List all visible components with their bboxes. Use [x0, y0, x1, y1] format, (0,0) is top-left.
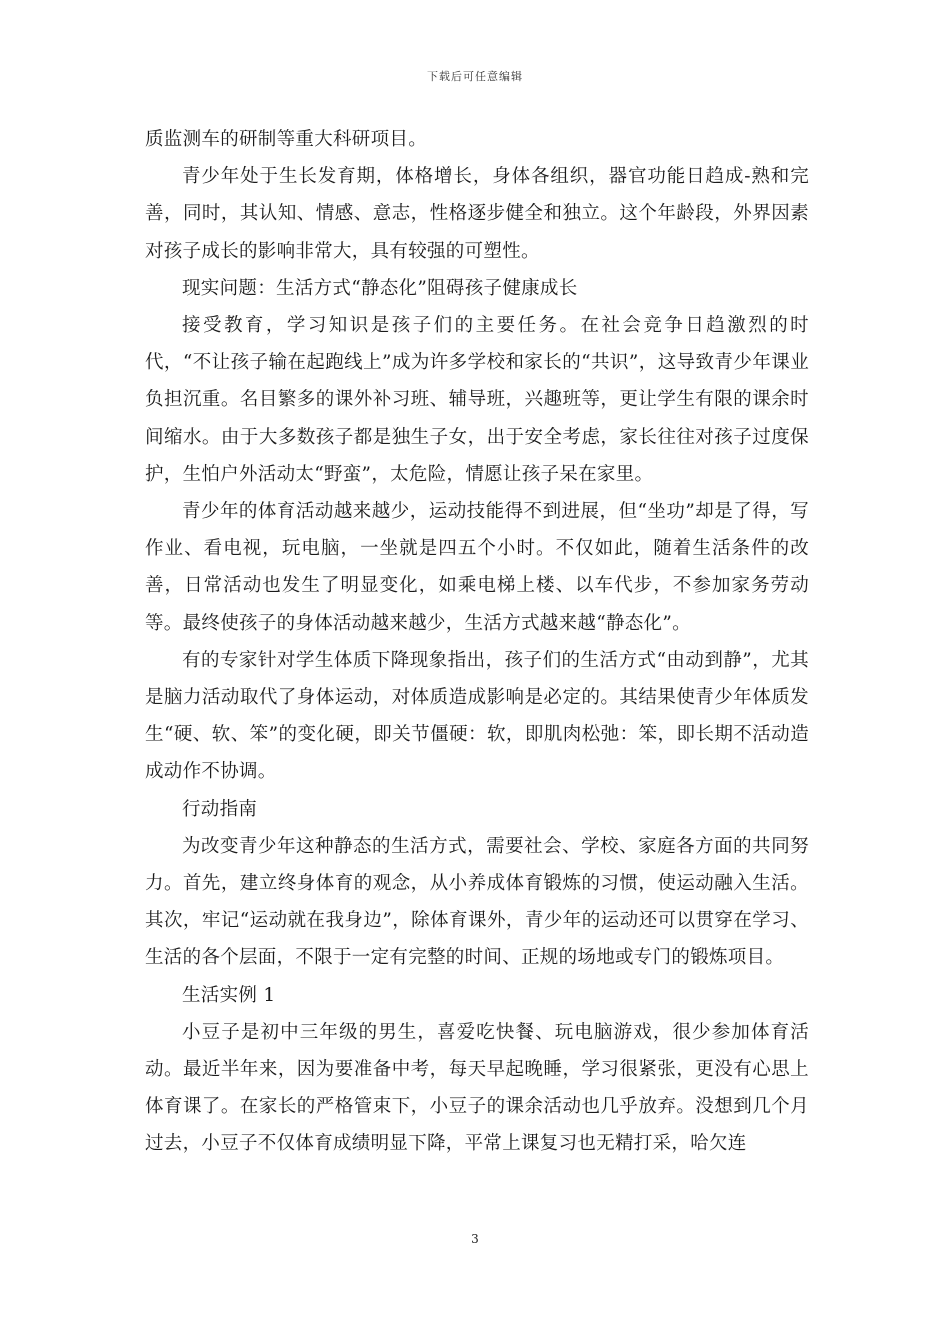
paragraph-sedentary-activity: 青少年的体育活动越来越少，运动技能得不到进展，但“坐功”却是了得，写作业、看电视，玩电脑，一坐就是四五个小时。不仅如此，随着生活条件的改善，日常活动也发生了明显变化，如乘电梯上楼、以车代步，不参加家务劳动等。最终使孩子的身体活动越来越少，生活方式越来越“静态化”。: [145, 501, 809, 634]
paragraph-expert-view: 有的专家针对学生体质下降现象指出，孩子们的生活方式“由动到静”，尤其是脑力活动取代了身体运动，对体质造成影响是必定的。其结果使青少年体质发生“硬、软、笨”的变化硬，即关节僵硬：软，即肌肉松弛：笨，即长期不活动造成动作不协调。: [145, 649, 809, 783]
paragraph-continuation: 质监测车的研制等重大科研项目。: [145, 129, 428, 150]
section-heading-action-guide: 行动指南: [182, 798, 258, 820]
page-header: 下载后可任意编辑: [427, 70, 523, 83]
document-body: [145, 121, 809, 1163]
paragraph-action-guide: 为改变青少年这种静态的生活方式，需要社会、学校、家庭各方面的共同努力。首先，建立终身体育的观念，从小养成体育锻炼的习惯，使运动融入生活。其次，牢记“运动就在我身边”，除体育课外，青少年的运动还可以贯穿在学习、生活的各个层面，不限于一定有完整的时间、正规的场地或专门的锻炼项目。: [145, 835, 809, 969]
page-number: 3: [471, 1232, 479, 1246]
paragraph-adolescent-growth: 青少年处于生长发育期，体格增长，身体各组织，器官功能日趋成-熟和完善，同时，其认知、情感、意志，性格逐步健全和独立。这个年龄段，外界因素对孩子成长的影响非常大，具有较强的可塑性。: [145, 166, 809, 262]
paragraph-life-example: 小豆子是初中三年级的男生，喜爱吃快餐、玩电脑游戏，很少参加体育活动。最近半年来，因为要准备中考，每天早起晚睡，学习很紧张，更没有心思上体育课了。在家长的严格管束下，小豆子的课余活动也几乎放弃。没想到几个月过去，小豆子不仅体育成绩明显下降，平常上课复习也无精打采，哈欠连: [145, 1021, 809, 1155]
section-heading-real-problem: 现实问题：生活方式“静态化”阻碍孩子健康成长: [182, 277, 578, 299]
paragraph-education-burden: 接受教育，学习知识是孩子们的主要任务。在社会竞争日趋激烈的时代，“不让孩子输在起跑线上”成为许多学校和家长的“共识”，这导致青少年课业负担沉重。名目繁多的课外补习班、辅导班，兴趣班等，更让学生有限的课余时间缩水。由于大多数孩子都是独生子女，出于安全考虑，家长往往对孩子过度保护，生怕户外活动太“野蛮”，太危险，情愿让孩子呆在家里。: [145, 315, 809, 485]
section-heading-life-example: 生活实例 1: [182, 984, 276, 1006]
